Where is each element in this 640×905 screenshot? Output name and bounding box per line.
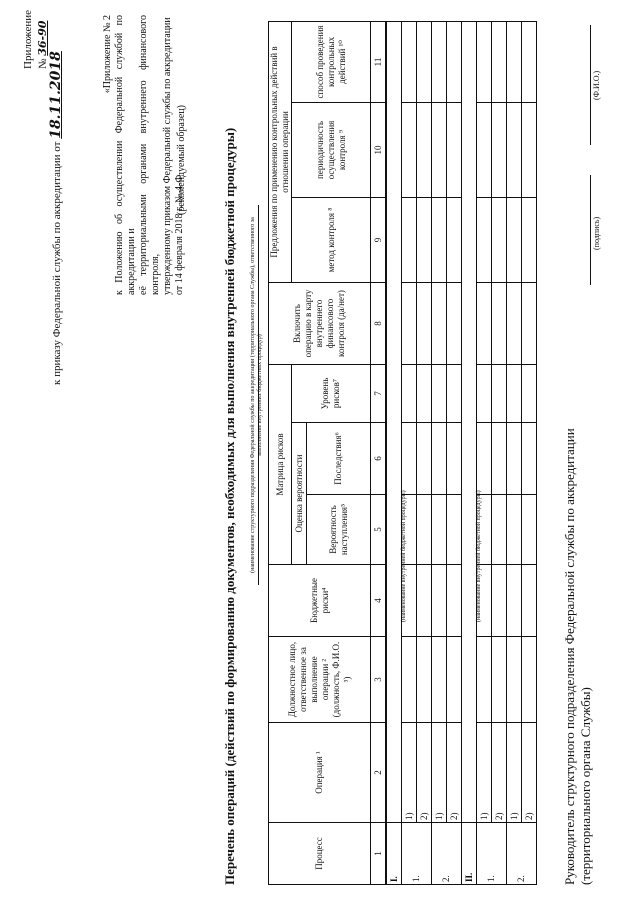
col-number: 3 (371, 637, 387, 723)
recommended-sample: (рекомендуемый образец) (176, 105, 187, 215)
header-control-way: способ проведения контрольных действий ¹⁰ (292, 21, 371, 102)
header-proposals: Предложения по применению контрольных действий в отношении операции (269, 21, 292, 282)
operation-number: 2) (417, 723, 432, 823)
signature-label: (подпись) (592, 216, 601, 250)
order-text: к приказу Федеральной службы по аккредитации от (51, 141, 63, 385)
header-risk-level: Уровень рисков⁷ (292, 365, 371, 423)
section-label: I. (386, 823, 402, 885)
name-label: (Ф.И.О.) (592, 70, 601, 100)
appendix-title: Приложение (22, 9, 34, 69)
annex-line: к Положению об осуществлении Федеральной службой по аккредитации и (114, 15, 137, 295)
header-consequences: Последствия⁶ (307, 423, 371, 495)
header-probability-assessment: Оценка вероятности (292, 423, 307, 565)
col-number: 8 (371, 283, 387, 365)
col-number: 1 (371, 823, 387, 885)
signature-line (590, 175, 591, 285)
header-official: Должностное лицо, ответственное за выполнение операции ² (должность, Ф.И.О. ³) (269, 637, 371, 723)
col-number: 2 (371, 723, 387, 823)
order-line (50, 51, 64, 385)
annex-line: от 14 февраля 2018 г. № 4-Ф (174, 174, 185, 295)
operation-number: 2) (447, 723, 462, 823)
operation-number: 1) (402, 723, 417, 823)
footer-head-subtitle: (территориального органа Службы) (578, 687, 593, 885)
col-number: 7 (371, 365, 387, 423)
col-number: 6 (371, 423, 387, 495)
name-line (590, 25, 591, 145)
process-number: 1. (402, 823, 432, 885)
order-number: 36-90 (36, 20, 49, 56)
section-note: (наименование внутренней бюджетной процедуры) (401, 490, 407, 622)
header-include-map: Включить операцию в карту внутреннего финансового контроля (да/нет) (269, 283, 371, 365)
process-number: 1. (477, 823, 507, 885)
operation-number: 2) (492, 723, 507, 823)
process-number: 2. (507, 823, 537, 885)
annex-line: утвержденному приказом Федеральной службы по аккредитации (162, 17, 173, 295)
annex-line: её территориальными органами внутреннего финансового контроля, (138, 15, 161, 295)
col-number: 9 (371, 198, 387, 283)
header-risk-matrix: Матрица рисков (269, 365, 292, 565)
annex-block (102, 15, 114, 295)
header-control-frequency: периодичность осуществления контроля ⁹ (292, 103, 371, 198)
operation-number: 1) (432, 723, 447, 823)
col-number: 11 (371, 21, 387, 102)
annex-line: «Приложение № 2 (102, 15, 113, 94)
operations-table (268, 21, 537, 885)
section-label: II. (462, 823, 477, 885)
order-number-prefix: № (37, 58, 49, 69)
subtitle-note: (наименование структурного подразделения Федеральной службы по аккредитации (территориального органа Службы), ответственного за выполнение внутренних бюджетных процедур) (250, 217, 263, 573)
section-note: (наименование внутренней бюджетной процедуры) (476, 490, 482, 622)
order-date: 18.11.2018 (48, 51, 64, 139)
page-title: Перечень операций (действий по формированию документов, необходимых для выполнения внутренней бюджетной процедуры) (222, 127, 237, 885)
operation-number: 2) (522, 723, 537, 823)
col-number: 10 (371, 103, 387, 198)
header-process: Процесс (269, 823, 371, 885)
header-probability: Вероятность наступления⁵ (307, 495, 371, 565)
section-title-cell (386, 21, 407, 822)
operation-number: 1) (477, 723, 492, 823)
operation-number: 1) (507, 723, 522, 823)
col-number: 4 (371, 565, 387, 637)
col-number: 5 (371, 495, 387, 565)
footer-head-title: Руководитель структурного подразделения Федеральной службы по аккредитации (562, 428, 577, 885)
process-number: 2. (432, 823, 462, 885)
section-title-cell (462, 21, 482, 822)
header-budget-risks: Бюджетные риски⁴ (269, 565, 371, 637)
header-control-method: метод контроля ⁸ (292, 198, 371, 283)
header-operation: Операция ¹ (269, 723, 371, 823)
